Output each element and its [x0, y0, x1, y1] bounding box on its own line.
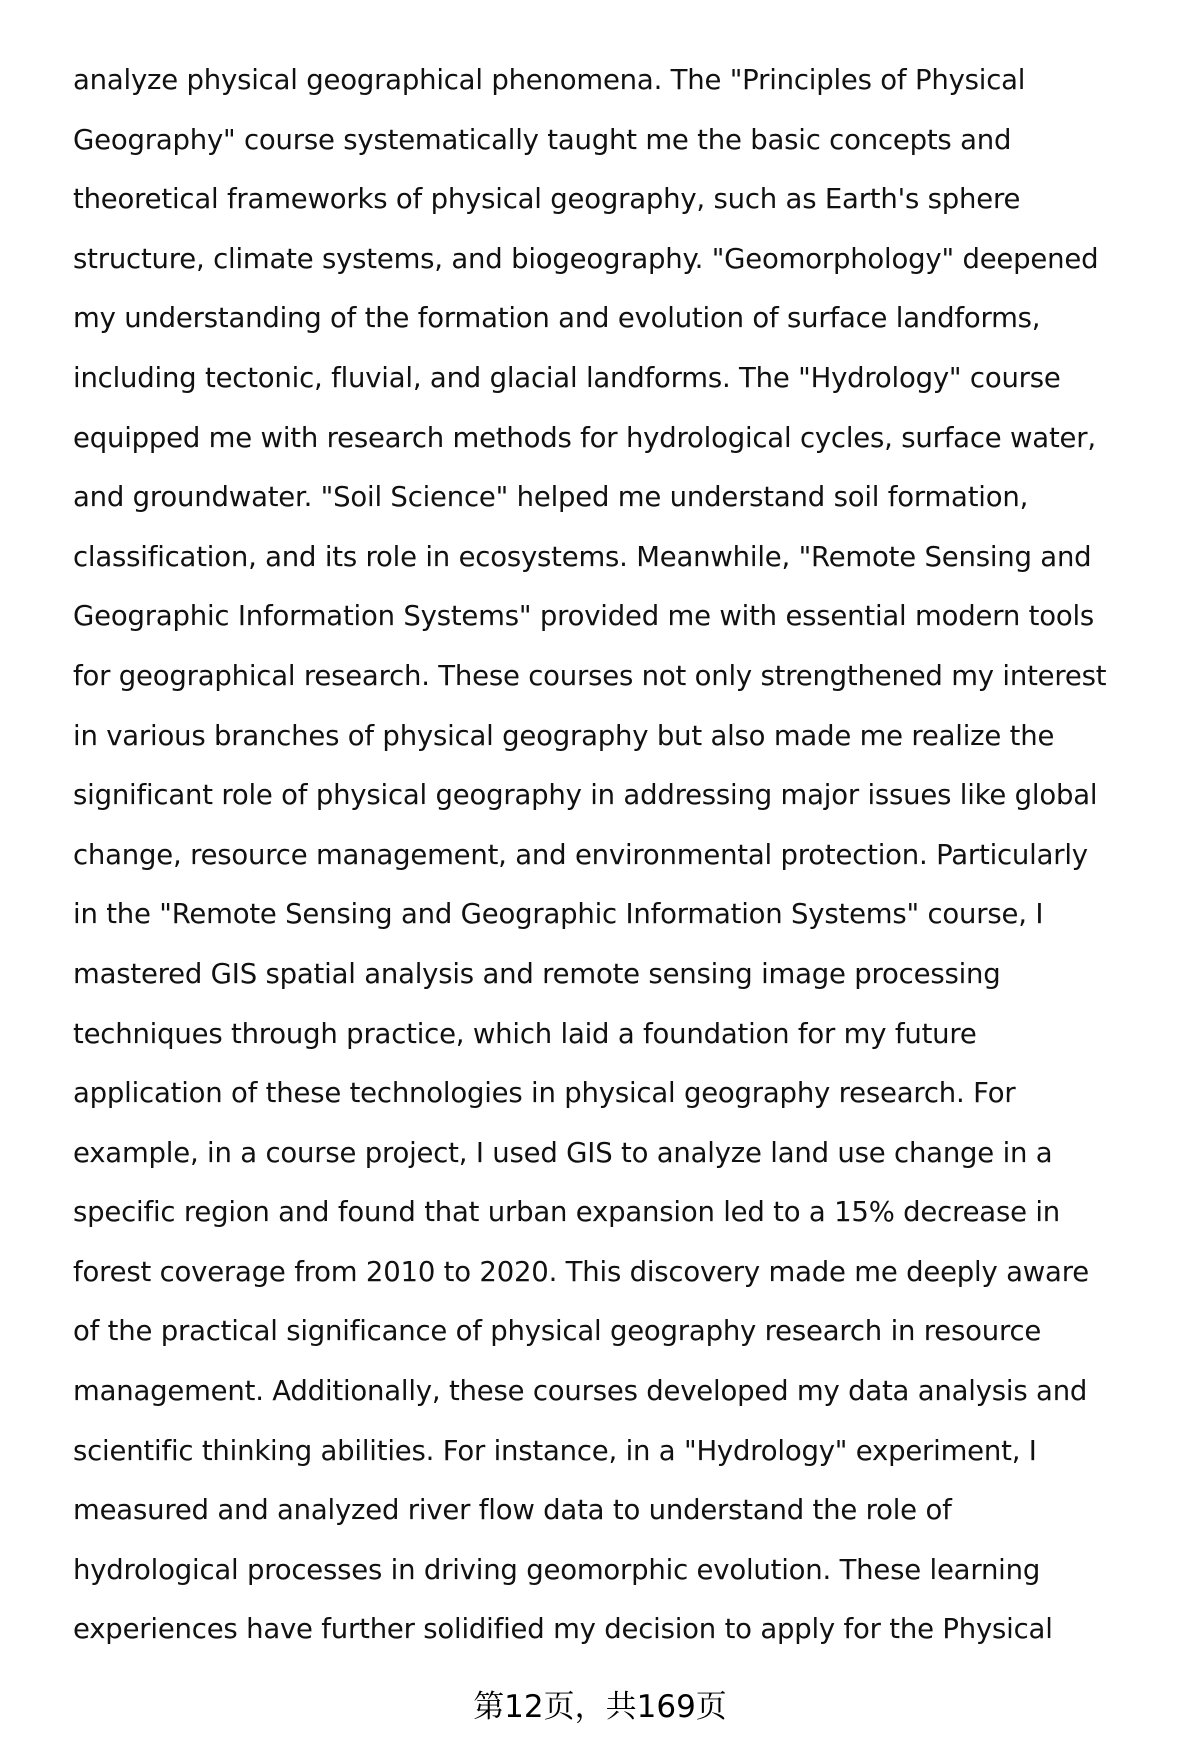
text-line: my understanding of the formation and evolution of surface landforms, [73, 302, 1041, 335]
text-line: application of these technologies in physical geography research. For [73, 1077, 1016, 1110]
text-line: for geographical research. These courses not only strengthened my interest [73, 659, 1107, 692]
text-line: in the "Remote Sensing and Geographic Information Systems" course, I [73, 898, 1044, 931]
page-number-footer: 第12页，共169页 [473, 1689, 727, 1725]
text-line: structure, climate systems, and biogeography. "Geomorphology" deepened [73, 242, 1099, 275]
text-line: equipped me with research methods for hydrological cycles, surface water, [73, 421, 1096, 454]
text-line: change, resource management, and environmental protection. Particularly [73, 838, 1088, 871]
text-line: techniques through practice, which laid a foundation for my future [73, 1017, 977, 1050]
text-line: classification, and its role in ecosystems. Meanwhile, "Remote Sensing and [73, 540, 1092, 573]
text-line: and groundwater. "Soil Science" helped me understand soil formation, [73, 481, 1029, 514]
text-line: hydrological processes in driving geomorphic evolution. These learning [73, 1553, 1041, 1586]
text-line: Geography" course systematically taught me the basic concepts and [73, 123, 1012, 156]
text-line: forest coverage from 2010 to 2020. This discovery made me deeply aware [73, 1255, 1089, 1288]
text-line: specific region and found that urban expansion led to a 15% decrease in [73, 1196, 1060, 1229]
text-line: example, in a course project, I used GIS to analyze land use change in a [73, 1136, 1053, 1169]
text-line: significant role of physical geography in addressing major issues like global [73, 779, 1098, 812]
text-line: management. Additionally, these courses developed my data analysis and [73, 1375, 1088, 1408]
text-line: in various branches of physical geography but also made me realize the [73, 719, 1055, 752]
text-line: scientific thinking abilities. For instance, in a "Hydrology" experiment, I [73, 1434, 1037, 1467]
text-line: mastered GIS spatial analysis and remote sensing image processing [73, 957, 1001, 990]
text-line: measured and analyzed river flow data to understand the role of [73, 1494, 952, 1527]
text-line: including tectonic, fluvial, and glacial landforms. The "Hydrology" course [73, 361, 1061, 394]
text-line: Geographic Information Systems" provided me with essential modern tools [73, 600, 1095, 633]
body-text [73, 58, 1173, 1667]
text-line: of the practical significance of physical geography research in resource [73, 1315, 1042, 1348]
text-line: analyze physical geographical phenomena. The "Principles of Physical [73, 64, 1026, 96]
text-line: theoretical frameworks of physical geography, such as Earth's sphere [73, 183, 1021, 216]
text-line: experiences have further solidified my decision to apply for the Physical [73, 1613, 1053, 1646]
